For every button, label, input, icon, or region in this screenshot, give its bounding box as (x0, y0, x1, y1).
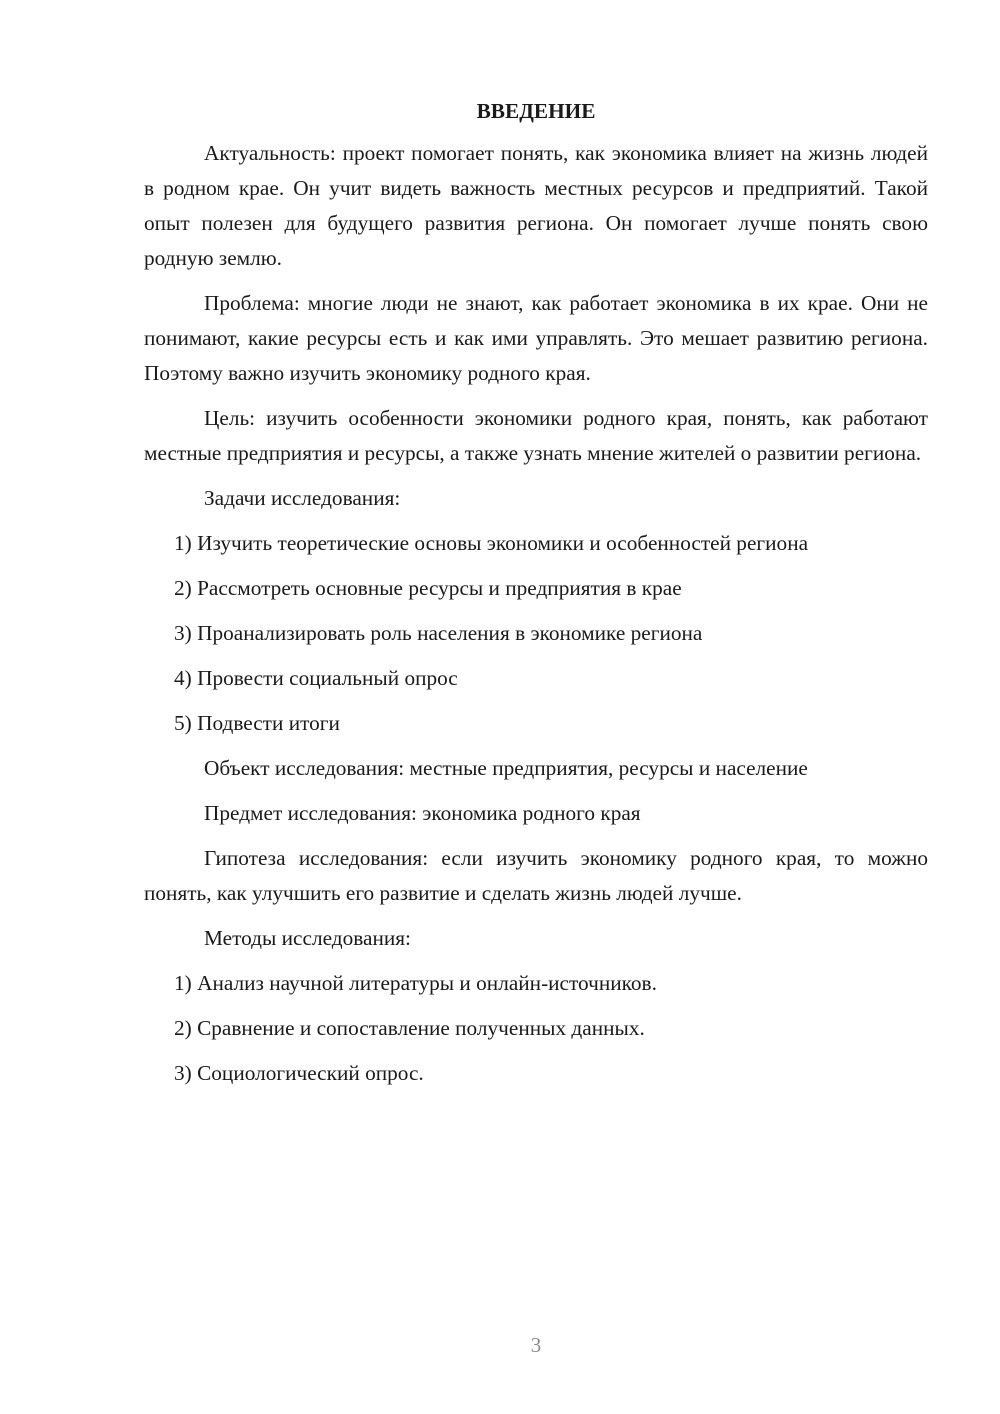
section-heading: ВВЕДЕНИЕ (476, 99, 596, 123)
page-number: 3 (530, 1333, 542, 1357)
task-item: 5) Подвести итоги (174, 711, 340, 735)
goal-paragraph: Цель: изучить особенности экономики родного края, понять, как работают местные предприятия и ресурсы, а также узнать мнение жителей о развитии региона. (144, 406, 928, 465)
method-item: 3) Социологический опрос. (174, 1061, 424, 1085)
problem-paragraph: Проблема: многие люди не знают, как работает экономика в их крае. Они не понимают, какие ресурсы есть и как ими управлять. Это мешает развитию региона. Поэтому важно изучить экономику родного края. (144, 291, 928, 385)
task-item: 3) Проанализировать роль населения в экономике региона (174, 621, 703, 645)
task-item: 1) Изучить теоретические основы экономики и особенностей региона (174, 531, 809, 555)
research-object: Объект исследования: местные предприятия, ресурсы и население (204, 756, 808, 780)
task-item: 2) Рассмотреть основные ресурсы и предприятия в крае (174, 576, 682, 600)
method-item: 1) Анализ научной литературы и онлайн-источников. (174, 971, 657, 995)
relevance-paragraph: Актуальность: проект помогает понять, как экономика влияет на жизнь людей в родном крае. Он учит видеть важность местных ресурсов и предприятий. Такой опыт полезен для будущего развития региона. Он помогает лучше понять свою родную землю. (144, 141, 928, 270)
research-subject: Предмет исследования: экономика родного края (204, 801, 641, 825)
method-item: 2) Сравнение и сопоставление полученных данных. (174, 1016, 645, 1040)
document-page (144, 96, 928, 1101)
methods-title: Методы исследования: (204, 926, 411, 950)
hypothesis-paragraph: Гипотеза исследования: если изучить экономику родного края, то можно понять, как улучшить его развитие и сделать жизнь людей лучше. (144, 846, 928, 905)
tasks-title: Задачи исследования: (204, 486, 401, 510)
task-item: 4) Провести социальный опрос (174, 666, 458, 690)
